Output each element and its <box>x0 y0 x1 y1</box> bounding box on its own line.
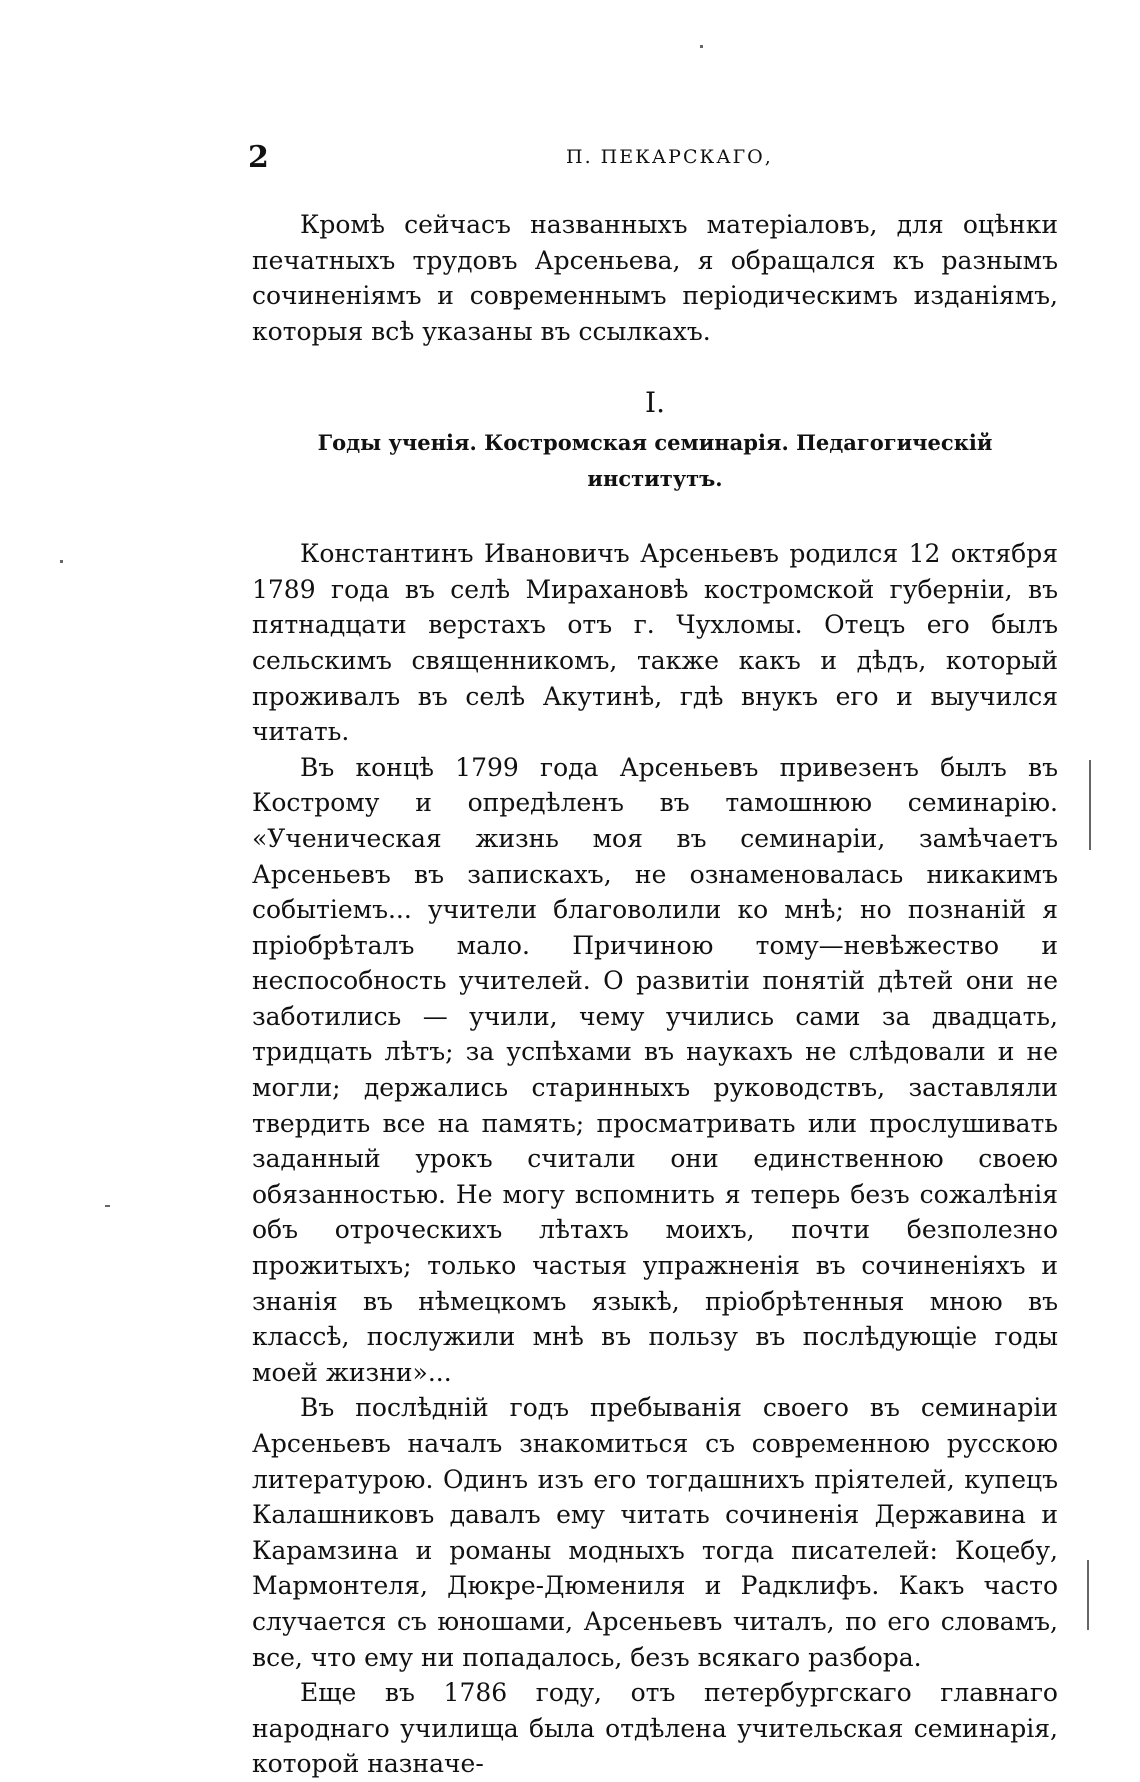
section-title: Годы ученія. Костромская семинарія. Педагогическій институтъ. <box>317 429 993 491</box>
running-head: П. ПЕКАРСКАГО, <box>566 146 773 168</box>
scan-margin-line <box>1089 760 1091 850</box>
section-number: I. <box>645 386 665 420</box>
paragraph: Въ послѣдній годъ пребыванія своего въ семинаріи Арсеньевъ началъ знакомиться съ современною русскою литературою. Одинъ изъ его тогдашнихъ пріятелей, купецъ Калашниковъ давалъ ему читать сочиненія Державина и Карамзина и романы модныхъ тогда писателей: Коцебу, Мармонтеля, Дюкре-Дюмениля и Радклифъ. Какъ часто случается съ юношами, Арсеньевъ читалъ, по его словамъ, все, что ему ни попадалось, безъ всякаго разбора. <box>252 1393 1058 1672</box>
paragraph: Константинъ Ивановичъ Арсеньевъ родился 12 октября 1789 года въ селѣ Мирахановѣ костромской губерніи, въ пятнадцати верстахъ отъ г. Чухломы. Отецъ его былъ сельскимъ священникомъ, также какъ и дѣдъ, который проживалъ въ селѣ Акутинѣ, гдѣ внукъ его и выучился читать. <box>252 539 1058 747</box>
page-header <box>248 140 1056 180</box>
page-number: 2 <box>248 140 269 175</box>
intro-paragraph: Кромѣ сейчасъ названныхъ матеріаловъ, для оцѣнки печатныхъ трудовъ Арсеньева, я обращался къ разнымъ сочиненіямъ и современнымъ періодическимъ изданіямъ, которыя всѣ указаны въ ссылкахъ. <box>252 210 1058 346</box>
scan-speck <box>700 45 703 48</box>
scan-speck <box>60 560 63 563</box>
body-text <box>252 207 1058 1782</box>
section-heading <box>252 385 1058 496</box>
paragraph: Еще въ 1786 году, отъ петербургскаго главнаго народнаго училища была отдѣлена учительская семинарія, которой назначе- <box>252 1678 1058 1779</box>
scan-speck <box>105 1205 110 1207</box>
scan-margin-line <box>1087 1560 1089 1630</box>
paragraph: Въ концѣ 1799 года Арсеньевъ привезенъ былъ въ Кострому и опредѣленъ въ тамошнюю семинарію. «Ученическая жизнь моя въ семинаріи, замѣчаетъ Арсеньевъ въ запискахъ, не ознаменовалась никакимъ событіемъ... учители благоволили ко мнѣ; но познаній я пріобрѣталъ мало. Причиною тому—невѣжество и неспособность учителей. О развитіи понятій дѣтей они не заботились — учили, чему учились сами за двадцать, тридцать лѣтъ; за успѣхами въ наукахъ не слѣдовали и не могли; держались старинныхъ руководствъ, заставляли твердить все на память; просматривать или прослушивать заданный урокъ считали они единственною своею обязанностью. Не могу вспомнить я теперь безъ сожалѣнія объ отроческихъ лѣтахъ моихъ, почти безполезно прожитыхъ; только частыя упражненія въ сочиненіяхъ и знанія въ нѣмецкомъ языкѣ, пріобрѣтенныя мною въ классѣ, послужили мнѣ въ пользу въ послѣдующіе годы моей жизни»... <box>252 752 1058 1387</box>
